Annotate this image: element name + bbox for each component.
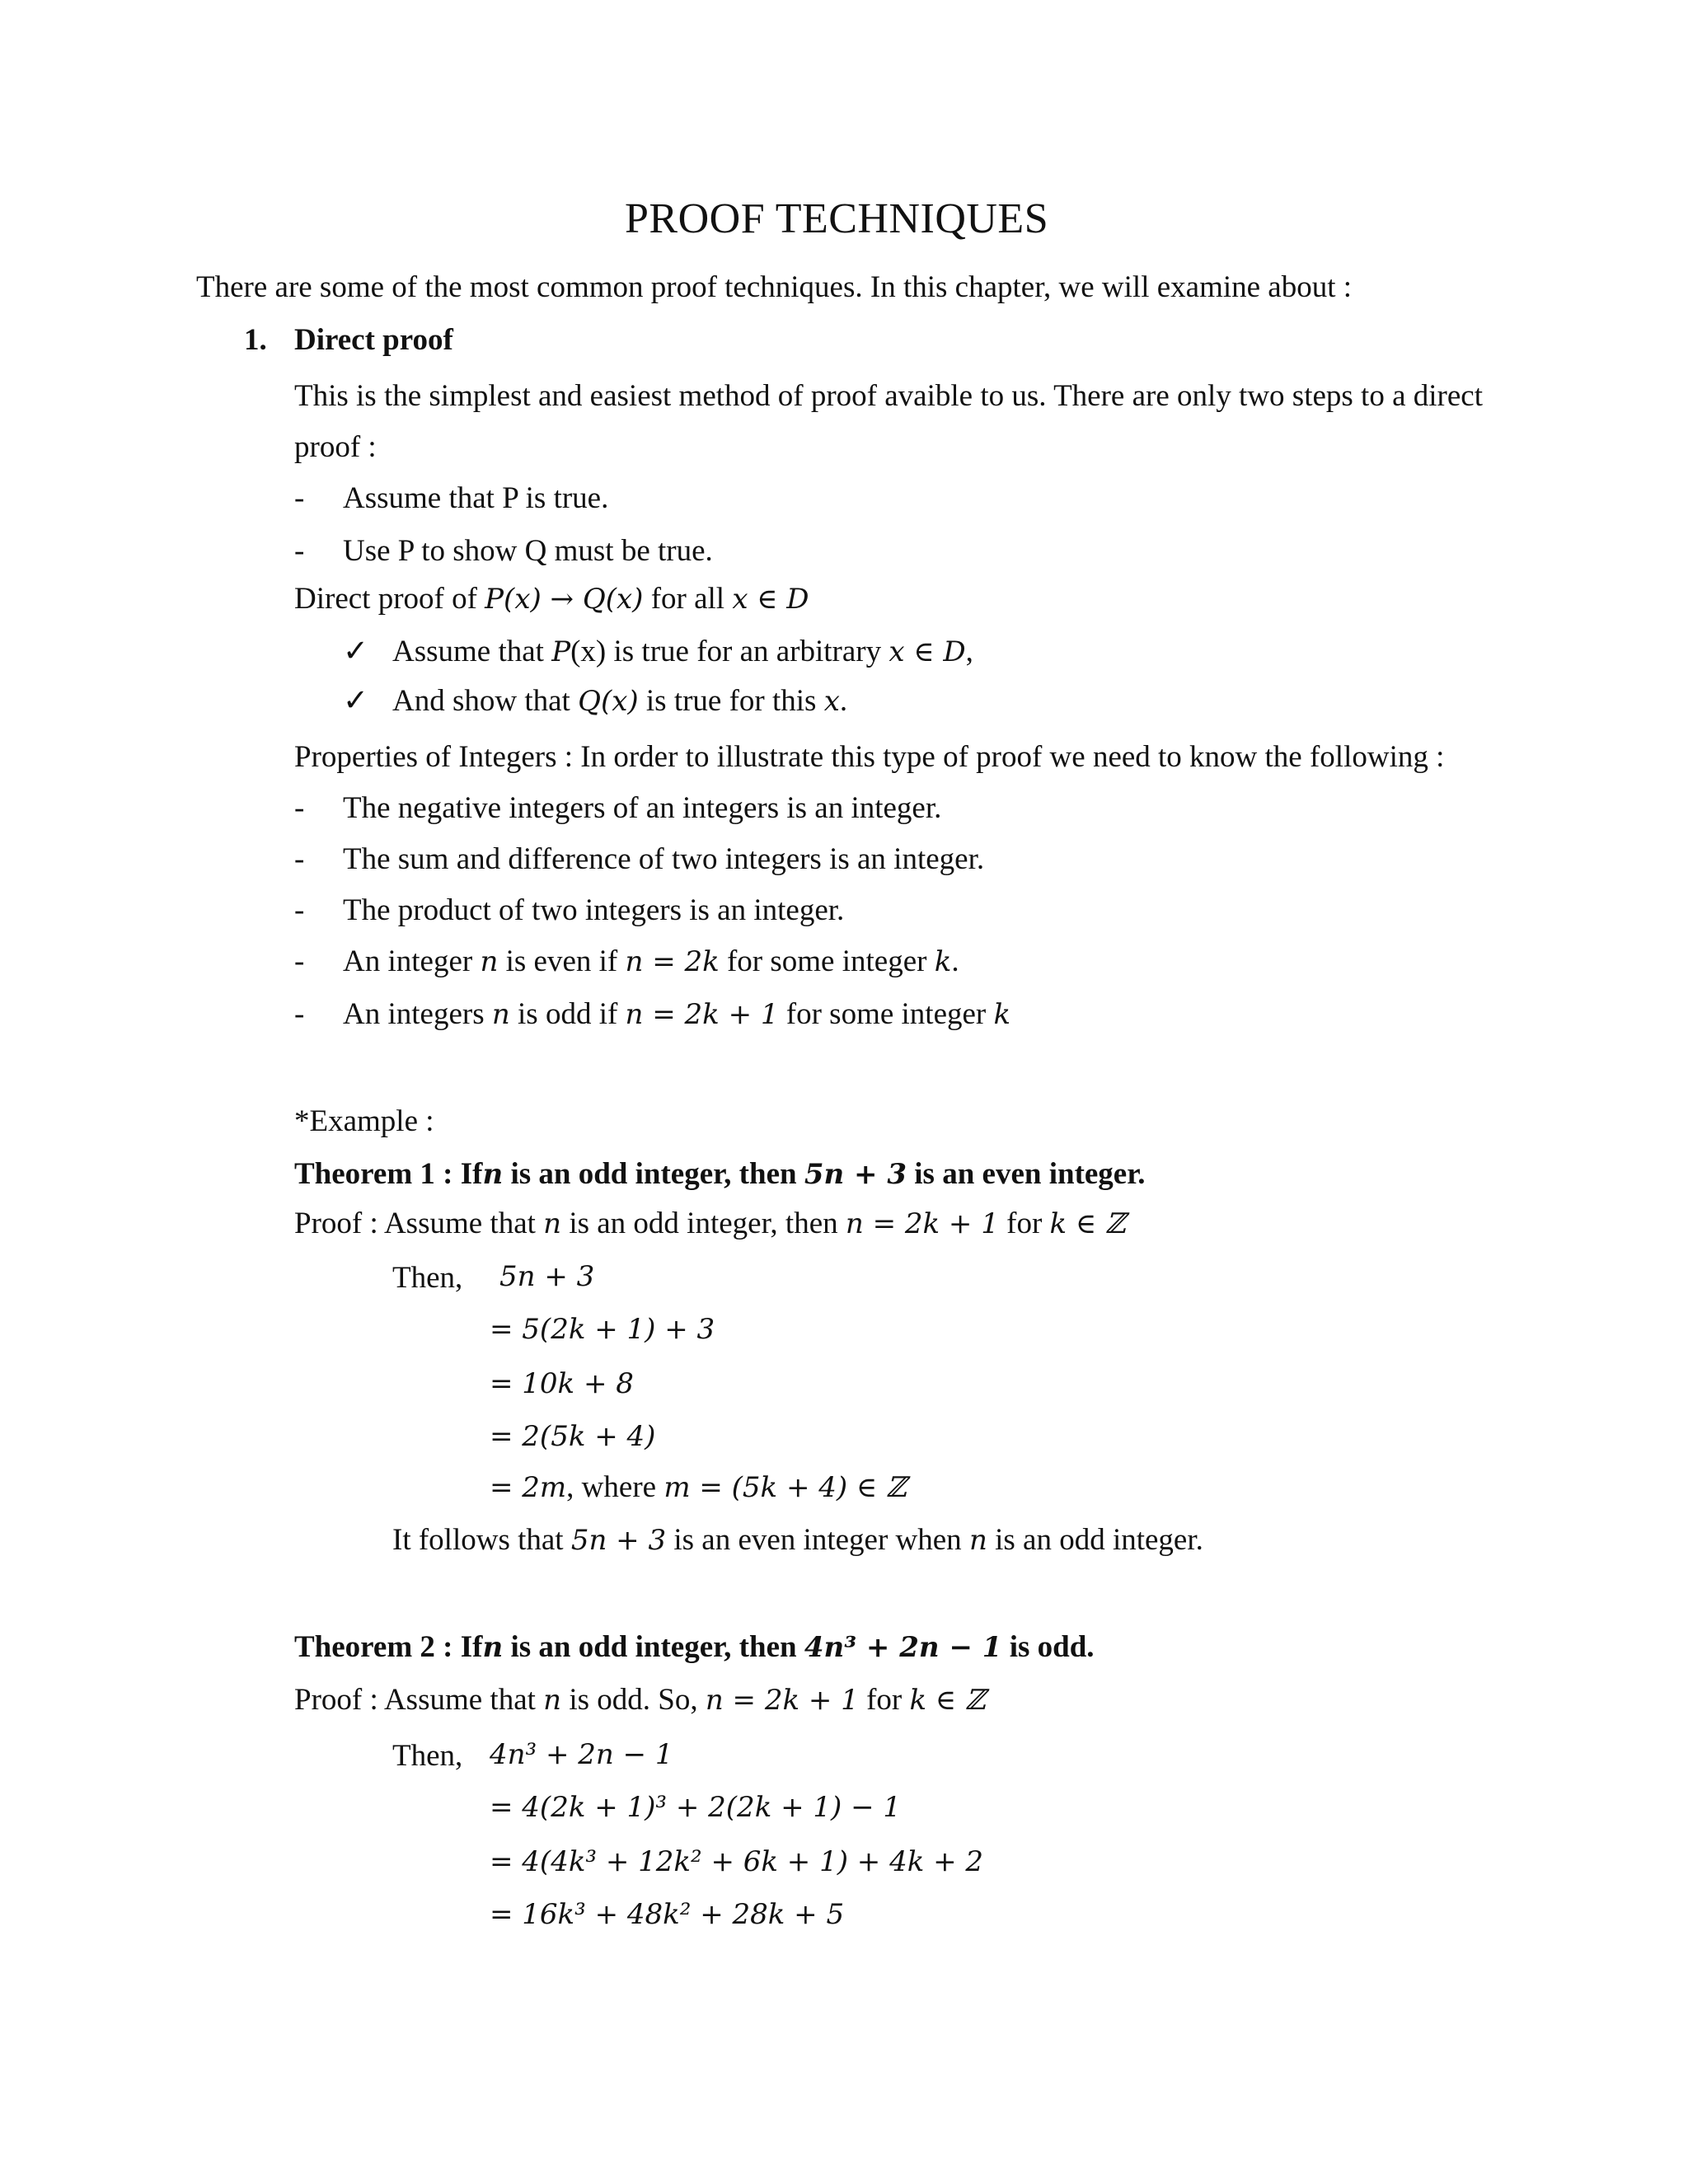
properties-intro: Properties of Integers : In order to illustrate this type of proof we need to know the following :: [294, 740, 1445, 774]
check-item-show: [392, 684, 847, 719]
text-run: is an odd integer, then: [503, 1630, 804, 1664]
section-heading: Direct proof: [294, 323, 453, 357]
direct-proof-line: [294, 582, 809, 617]
text-run: .: [951, 944, 959, 978]
text-run: Theorem 1 : If: [294, 1157, 483, 1191]
math-run: n: [482, 1158, 504, 1191]
text-run: Theorem 2 : If: [294, 1630, 483, 1664]
property-odd: [343, 997, 1010, 1033]
example-label: *Example :: [294, 1104, 434, 1138]
intro-text: There are some of the most common proof techniques. In this chapter, we will examine about :: [196, 270, 1353, 304]
direct-proof-prefix: Direct proof of: [294, 582, 485, 616]
list-bullet-dash: -: [294, 893, 305, 927]
math-run: k ∈ ℤ: [909, 1684, 986, 1717]
math-run: x: [823, 685, 840, 718]
math-run: n = 2k + 1: [705, 1684, 859, 1717]
step-item: Assume that P is true.: [343, 481, 609, 515]
theorem2-step: = 4(4k³ + 12k² + 6k + 1) + 4k + 2: [490, 1845, 984, 1878]
theorem1-expr: 5n + 3: [499, 1260, 595, 1293]
page-title: PROOF TECHNIQUES: [625, 195, 1049, 242]
text-run: for: [858, 1683, 910, 1717]
math-run: 5n + 3: [570, 1524, 667, 1557]
text-run: is an odd integer, then: [561, 1207, 846, 1240]
text-run: ,: [965, 635, 973, 668]
then-label: Then,: [392, 1261, 463, 1295]
list-bullet-dash: -: [294, 791, 305, 825]
math-run: n = 2k + 1: [625, 998, 779, 1031]
text-run: is true for this: [638, 684, 824, 718]
check-item-assume: [392, 635, 973, 670]
property-item: The negative integers of an integers is an integer.: [343, 791, 942, 825]
text-run: is an odd integer.: [987, 1523, 1203, 1557]
section-desc-line2: proof :: [294, 430, 377, 464]
theorem2-step: = 4(2k + 1)³ + 2(2k + 1) − 1: [490, 1791, 902, 1824]
math-run: 5n + 3: [804, 1158, 907, 1191]
theorem1-step-last: [490, 1470, 907, 1506]
step-item: Use P to show Q must be true.: [343, 534, 713, 568]
direct-proof-mid: for all: [643, 582, 733, 616]
list-bullet-dash: -: [294, 481, 305, 515]
math-run: n = 2k + 1: [845, 1207, 999, 1240]
list-bullet-dash: -: [294, 944, 305, 978]
text-run: Proof : Assume that: [294, 1207, 544, 1240]
theorem2-step: = 16k³ + 48k² + 28k + 5: [490, 1898, 845, 1931]
text-run: is an even integer.: [907, 1157, 1146, 1191]
math-run: n: [491, 998, 510, 1031]
math-run: k: [993, 998, 1011, 1031]
check-icon: ✓: [343, 684, 369, 718]
text-run: Assume that: [392, 635, 552, 668]
theorem2-statement: [294, 1630, 1095, 1666]
theorem2-expr: 4n³ + 2n − 1: [490, 1738, 673, 1771]
math-run: n = 2k: [625, 945, 720, 978]
theorem1-step: = 2(5k + 4): [490, 1420, 656, 1453]
text-run: is odd. So,: [561, 1683, 706, 1717]
list-bullet-dash: -: [294, 534, 305, 568]
text-run: And show that: [392, 684, 579, 718]
text-run: for some integer: [719, 944, 935, 978]
direct-proof-domain: x ∈ D: [732, 583, 809, 616]
direct-proof-expr: P(x) → Q(x): [485, 583, 644, 616]
theorem1-conclusion: [392, 1523, 1203, 1558]
text-run: is an even integer when: [666, 1523, 969, 1557]
math-run: P: [551, 635, 571, 668]
theorem1-statement: [294, 1157, 1146, 1193]
text-run: (x) is true for an arbitrary: [570, 635, 889, 668]
section-number: 1.: [244, 323, 267, 357]
math-run: = 2m: [490, 1471, 567, 1504]
math-run: x ∈ D: [889, 635, 966, 668]
list-bullet-dash: -: [294, 842, 305, 876]
math-run: n: [480, 945, 499, 978]
property-item: The sum and difference of two integers is an integer.: [343, 842, 985, 876]
theorem1-step: = 10k + 8: [490, 1367, 634, 1400]
check-icon: ✓: [343, 635, 369, 668]
text-run: is even if: [498, 944, 626, 978]
then-label: Then,: [392, 1739, 463, 1773]
math-run: n: [968, 1524, 987, 1557]
theorem2-proof-line: [294, 1683, 986, 1718]
section-desc-line1: This is the simplest and easiest method of proof avaible to us. There are only two steps to a direct: [294, 379, 1483, 413]
math-run: n: [543, 1684, 562, 1717]
text-run: is an odd integer, then: [503, 1157, 804, 1191]
theorem1-proof-line: [294, 1207, 1126, 1242]
text-run: Proof : Assume that: [294, 1683, 544, 1717]
text-run: It follows that: [392, 1523, 571, 1557]
text-run: , where: [566, 1470, 664, 1504]
list-bullet-dash: -: [294, 997, 305, 1031]
text-run: for some integer: [778, 997, 994, 1031]
math-run: k: [934, 945, 952, 978]
math-run: n: [482, 1631, 504, 1664]
property-even: [343, 944, 959, 980]
property-item: The product of two integers is an integer.: [343, 893, 845, 927]
text-run: is odd.: [1001, 1630, 1095, 1664]
math-run: k ∈ ℤ: [1049, 1207, 1126, 1240]
text-run: An integers: [343, 997, 492, 1031]
math-run: Q(x): [578, 685, 639, 718]
text-run: An integer: [343, 944, 481, 978]
math-run: 4n³ + 2n − 1: [804, 1631, 1002, 1664]
math-run: m = (5k + 4) ∈ ℤ: [663, 1471, 907, 1504]
text-run: is odd if: [509, 997, 626, 1031]
text-run: .: [839, 684, 848, 718]
theorem1-step: = 5(2k + 1) + 3: [490, 1313, 715, 1346]
math-run: n: [543, 1207, 562, 1240]
text-run: for: [998, 1207, 1050, 1240]
